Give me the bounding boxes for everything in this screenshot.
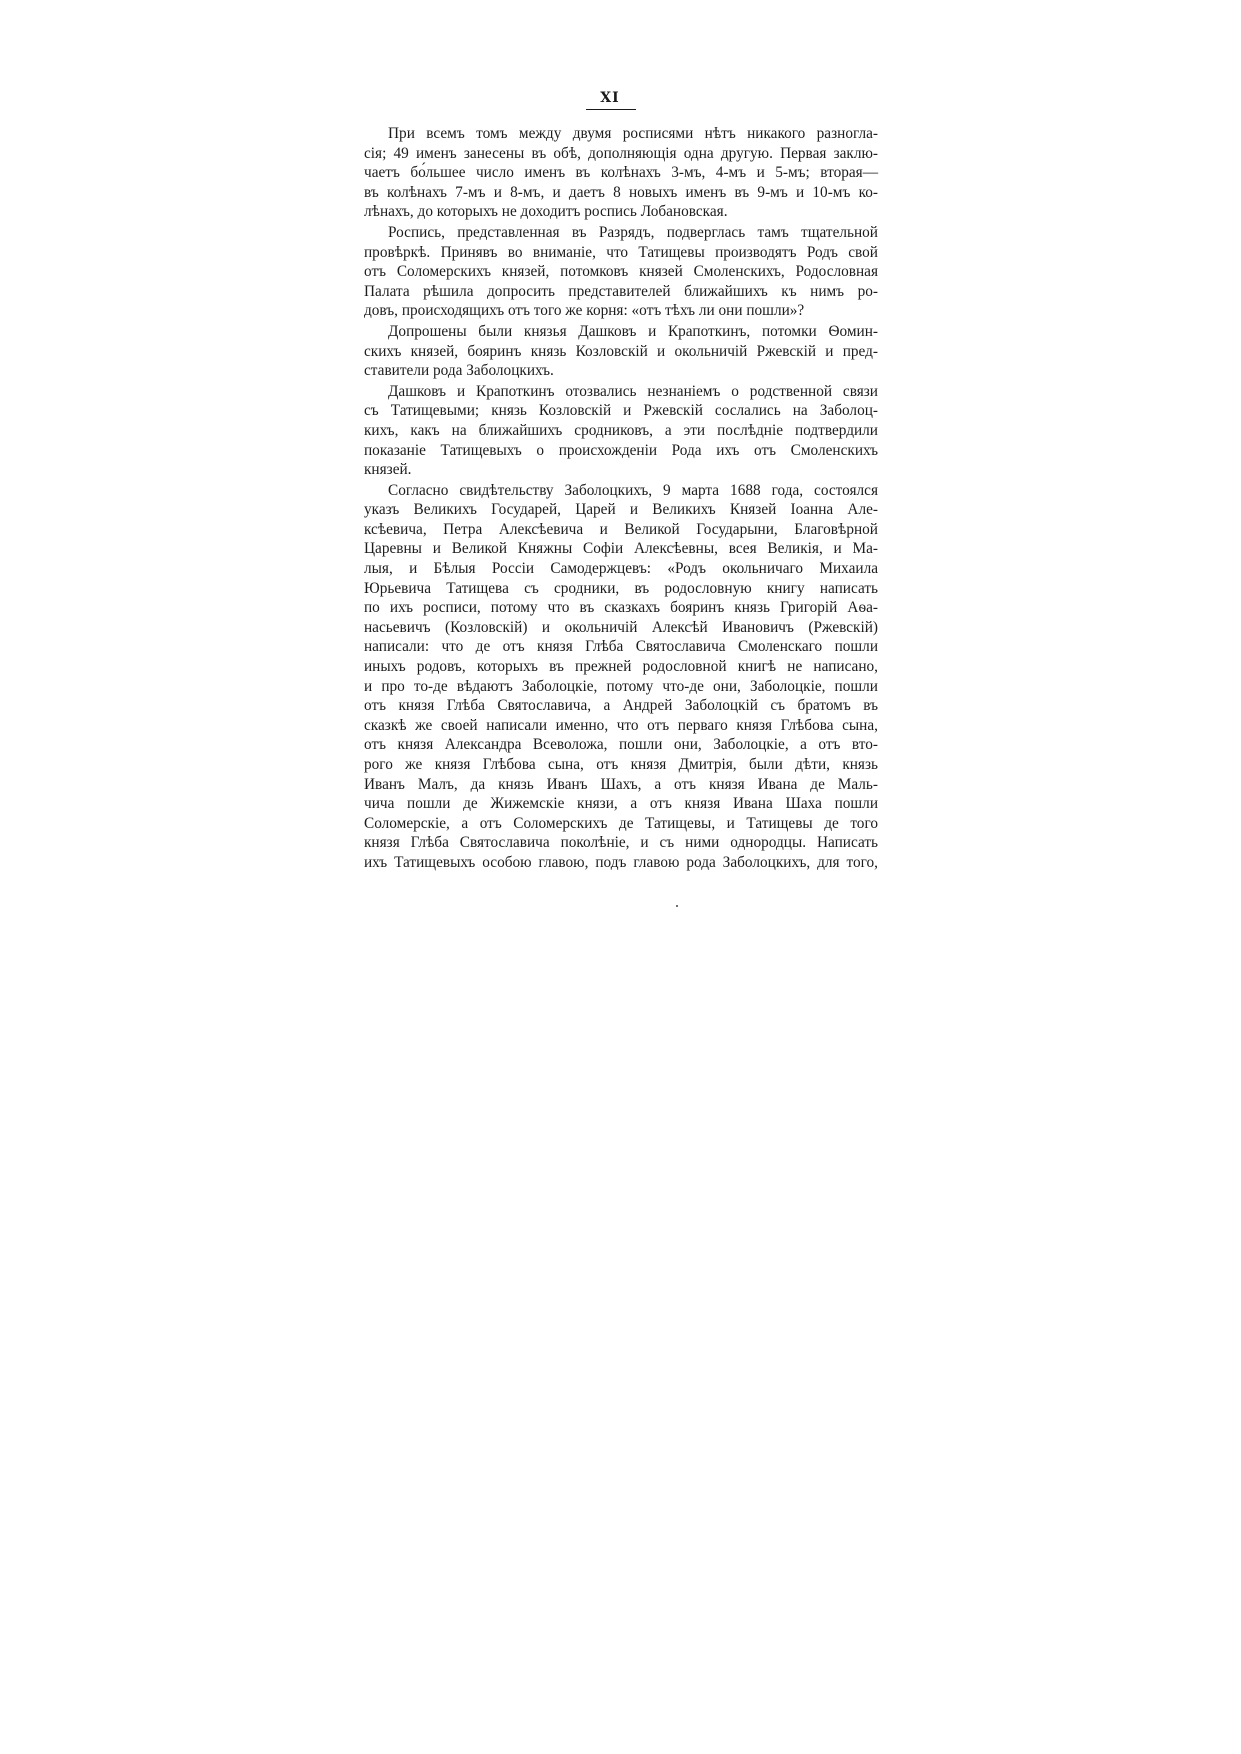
text-line: кихъ, какъ на ближайшихъ сродниковъ, а эти послѣдніе подтвердили xyxy=(364,421,878,439)
text-line: Царевны и Великой Княжны Софіи Алексѣевны, всея Великія, и Ма- xyxy=(364,540,878,558)
text-line: отъ князя Александра Всеволожа, пошли они, Заболоцкіе, а отъ вто- xyxy=(364,736,878,754)
text-line: показаніе Татищевыхъ о происхожденіи Рода ихъ отъ Смоленскихъ xyxy=(364,441,878,459)
header-rule xyxy=(586,109,636,110)
paragraph xyxy=(364,382,878,480)
text-line: Дашковъ и Крапоткинъ отозвались незнаніемъ о родственной связи xyxy=(388,382,878,400)
text-line: При всемъ томъ между двумя росписями нѣтъ никакого разногла- xyxy=(388,125,878,142)
body-text xyxy=(364,124,878,873)
text-line: рого же князя Глѣбова сына, отъ князя Дмитрія, были дѣти, князь xyxy=(364,756,878,773)
text-line: по ихъ росписи, потому что въ сказкахъ бояринъ князь Григорій Аѳа- xyxy=(364,599,878,617)
page-number: XI xyxy=(600,90,620,106)
text-line: ихъ Татищевыхъ особою главою, подъ главою рода Заболоцкихъ, для того, xyxy=(364,853,878,871)
text-line: Роспись, представленная въ Разрядъ, подверглась тамъ тщательной xyxy=(388,223,878,241)
text-line: провѣркѣ. Принявъ во вниманіе, что Татищевы производятъ Родъ свой xyxy=(364,243,878,261)
paragraph xyxy=(364,223,878,321)
text-line: Допрошены были князья Дашковъ и Крапоткинъ, потомки Ѳомин- xyxy=(388,322,878,340)
text-line: насьевичъ (Козловскій) и окольничій Алексѣй Ивановичъ (Ржевскій) xyxy=(364,618,878,636)
text-line: ставители рода Заболоцкихъ. xyxy=(364,362,554,380)
text-line: довъ, происходящихъ отъ того же корня: «отъ тѣхъ ли они пошли»? xyxy=(364,302,805,320)
text-line: князя Глѣба Святославича поколѣніе, и съ ними однородцы. Написать xyxy=(364,834,878,852)
text-line: Палата рѣшила допросить представителей ближайшихъ къ нимъ ро- xyxy=(364,282,878,300)
stray-mark xyxy=(676,905,678,907)
paragraph xyxy=(364,481,878,873)
text-line: указъ Великихъ Государей, Царей и Великихъ Князей Іоанна Але- xyxy=(364,501,878,519)
text-line: съ Татищевыми; князь Козловскій и Ржевскій сослались на Заболоц- xyxy=(364,402,878,420)
text-line: сказкѣ же своей написали именно, что отъ перваго князя Глѣбова сына, xyxy=(364,716,878,734)
text-line: ксѣевича, Петра Алексѣевича и Великой Государыни, Благовѣрной xyxy=(364,520,878,538)
text-line: отъ Соломерскихъ князей, потомковъ князей Смоленскихъ, Родословная xyxy=(364,263,878,281)
text-line: скихъ князей, бояринъ князь Козловскій и окольничій Ржевскій и пред- xyxy=(364,342,878,360)
text-line: и про то-де вѣдаютъ Заболоцкіе, потому что-де они, Заболоцкіе, пошли xyxy=(364,677,878,695)
text-line: Юрьевича Татищева съ сродники, въ родословную книгу написать xyxy=(364,579,878,597)
text-line: лыя, и Бѣлыя Россіи Самодержцевъ: «Родъ окольничаго Михаила xyxy=(364,560,878,578)
text-line: Согласно свидѣтельству Заболоцкихъ, 9 марта 1688 года, состоялся xyxy=(388,481,878,499)
text-line: лѣнахъ, до которыхъ не доходитъ роспись Лобановская. xyxy=(364,203,728,221)
text-line: Иванъ Малъ, да князь Иванъ Шахъ, а отъ князя Ивана де Маль- xyxy=(364,775,878,793)
text-line: князей. xyxy=(364,461,412,479)
paragraph xyxy=(364,124,878,222)
text-line: чича пошли де Жижемскіе князи, а отъ князя Ивана Шаха пошли xyxy=(364,795,878,813)
text-line: Соломерскіе, а отъ Соломерскихъ де Татищевы, и Татищевы де того xyxy=(364,814,878,832)
text-line: чаетъ бо́льшее число именъ въ колѣнахъ 3-мъ, 4-мъ и 5-мъ; вторая— xyxy=(364,164,878,182)
paragraph xyxy=(364,322,878,381)
text-line: написали: что де отъ князя Глѣба Святославича Смоленскаго пошли xyxy=(364,638,878,656)
text-line: сія; 49 именъ занесены въ обѣ, дополняющія одна другую. Первая заклю- xyxy=(364,144,878,162)
text-line: въ колѣнахъ 7-мъ и 8-мъ, и даетъ 8 новыхъ именъ въ 9-мъ и 10-мъ ко- xyxy=(364,183,878,201)
text-line: отъ князя Глѣба Святославича, а Андрей Заболоцкій съ братомъ въ xyxy=(364,697,878,715)
text-line: иныхъ родовъ, которыхъ въ прежней родословной книгѣ не написано, xyxy=(364,658,878,676)
